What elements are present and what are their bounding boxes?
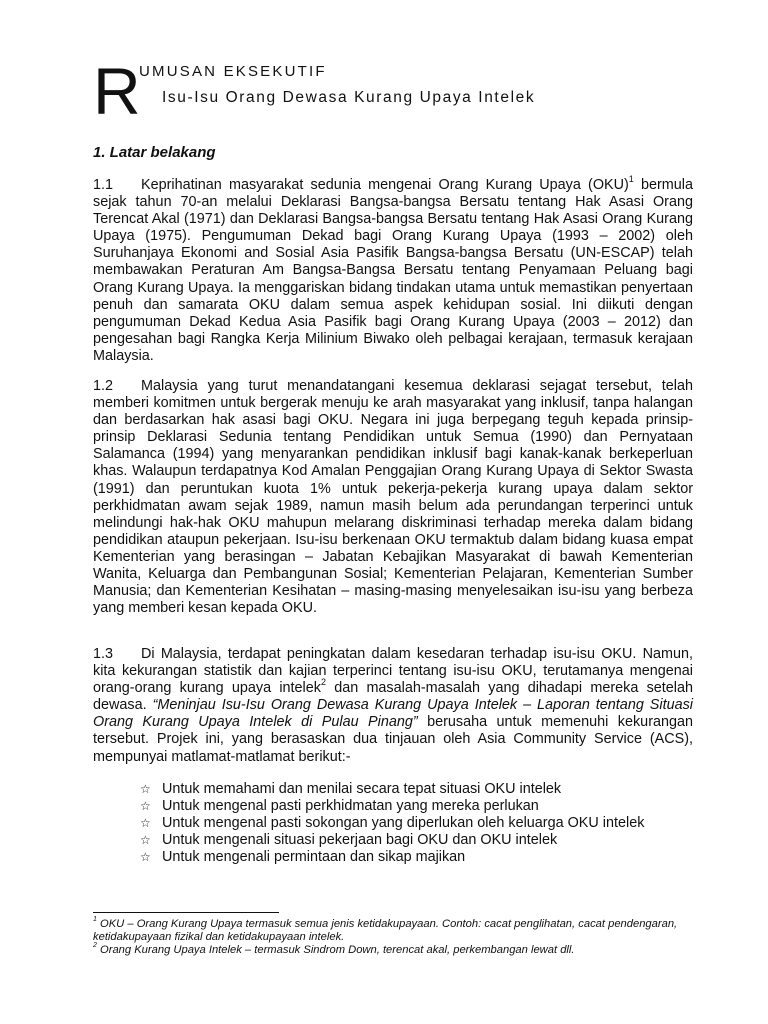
star-outline-icon: ☆ <box>140 816 151 831</box>
paragraph-number: 1.3 <box>93 646 114 662</box>
drop-cap: R <box>93 54 141 128</box>
footnote-1: $^1$ OKU – Orang Kurang Upaya termasuk semua jenis ketidakupayaan. Contoh: cacat penglihatan, cacat pendengaran, ketidakupayaan fizikal dan ketidakupayaan intelek. <box>93 916 678 943</box>
list-item: ☆ Untuk memahami dan menilai secara tepat situasi OKU intelek <box>140 781 562 797</box>
paragraph-number: 1.2 <box>93 378 114 394</box>
section-heading: 1. Latar belakang <box>93 144 216 161</box>
paragraph-text: bermula sejak tahun 70-an melalui Deklarasi Bangsa-bangsa Bersatu tentang Hak Asasi Orang Terencat Akal (1971) dan Deklarasi Bangsa-bangsa Bersatu tentang Hak Asasi Orang Kurang Upaya (1975). Pengumuman Dekad bagi Orang Kurang Upaya (1993 – 2002) oleh Suruhanjaya Ekonomi and Sosial Asia Pasifik Bangsa-bangsa Bersatu (UN-ESCAP) telah membawakan Peraturan Am Bangsa-Bangsa Bersatu tentang Penyamaan Peluang bagi Orang Kurang Upaya. Ia menggariskan bidang tindakan utama untuk memastikan penyertaan penuh dan samarata OKU dalam semua aspek kehidupan sosial. Ini diikuti dengan pengumuman Dekad Kedua Asia Pasifik bagi Orang Kurang Upaya (2003 – 2012) dan pengesahan bagi Rangka Kerja Milinium Biwako oleh pelbagai kerajaan, termasuk kerajaan Malaysia. <box>93 177 693 364</box>
footnote-2: $^2$ Orang Kurang Upaya Intelek – termasuk Sindrom Down, terencat akal, perkembangan lewat dll. <box>93 942 575 956</box>
report-title-italic: “Meninjau Isu-Isu Orang Dewasa Kurang Upaya Intelek – Laporan tentang Situasi Orang Kurang Upaya Intelek di Pulau Pinang” <box>93 697 693 731</box>
star-outline-icon: ☆ <box>140 850 151 865</box>
executive-summary-title: UMUSAN EKSEKUTIF <box>139 63 327 80</box>
objectives-list <box>140 781 644 866</box>
paragraph-text: berusaha untuk memenuhi kekurangan tersebut. Projek ini, yang berasaskan dua tinjauan oleh Asia Community Service (ACS), mempunyai matlamat-matlamat berikut:- <box>93 714 693 765</box>
paragraph-1-3 <box>93 646 693 766</box>
footnote-divider <box>93 912 279 913</box>
paragraph-text: Malaysia yang turut menandatangani kesemua deklarasi sejagat tersebut, telah memberi komitmen untuk bergerak menuju ke arah masyarakat yang inklusif, tanpa halangan dan berdasarkan hak asasi bagi OKU. Negara ini juga berpegang teguh kepada prinsip-prinsip Deklarasi Sedunia tentang Pendidikan untuk Semua (1990) dan Pernyataan Salamanca (1994) yang menyarankan pendidikan inklusif bagi kanak-kanak berkeperluan khas. Walaupun terdapatnya Kod Amalan Penggajian Orang Kurang Upaya di Sektor Swasta (1991) dan peruntukan kuota 1% untuk pekerja-pekerja kurang upaya dalam sektor perkhidmatan awam sejak 1989, namun masih belum ada perundangan terperinci untuk melindungi hak-hak OKU mahupun melarang diskriminasi terhadap mereka dalam bidang pendidikan ataupun pekerjaan. Isu-isu berkenaan OKU termaktub dalam bidang kuasa empat Kementerian yang berasingan – Jabatan Kebajikan Masyarakat di bawah Kementerian Wanita, Keluarga dan Pembangunan Sosial; Kementerian Pelajaran, Kementerian Sumber Manusia; dan Kementerian Kesihatan – masing-masing menyelesaikan isu-isu yang berbeza yang memberi kesan kepada OKU. <box>93 378 693 617</box>
paragraph-text: Keprihatinan masyarakat sedunia mengenai Orang Kurang Upaya (OKU) <box>141 177 629 193</box>
footnote-ref: 1 <box>628 174 634 185</box>
paragraph-1-1 <box>93 174 693 365</box>
star-outline-icon: ☆ <box>140 782 151 796</box>
paragraph-1-2 <box>93 378 693 617</box>
report-subtitle: Isu-Isu Orang Dewasa Kurang Upaya Intelek <box>162 89 536 106</box>
paragraph-number: 1.1 <box>93 177 114 193</box>
footnotes <box>93 918 693 957</box>
list-item: ☆ Untuk mengenal pasti perkhidmatan yang mereka perlukan <box>140 798 539 815</box>
star-outline-icon: ☆ <box>140 799 151 814</box>
list-item: ☆ Untuk mengenal pasti sokongan yang diperlukan oleh keluarga OKU intelek <box>140 815 645 832</box>
list-item: ☆ Untuk mengenali situasi pekerjaan bagi OKU dan OKU intelek <box>140 832 558 849</box>
paragraph-text: Di Malaysia, terdapat peningkatan dalam kesedaran terhadap isu-isu OKU. Namun, kita kekurangan statistik dan kajian terperinci tentang isu-isu OKU, terutamanya mengenai orang-orang kurang upaya intelek <box>93 646 693 697</box>
list-item: ☆ Untuk mengenali permintaan dan sikap majikan <box>140 849 466 866</box>
star-outline-icon: ☆ <box>140 833 151 848</box>
paragraph-text: dan masalah-masalah yang dihadapi mereka setelah dewasa. <box>93 680 693 714</box>
footnote-ref: 2 <box>320 677 326 688</box>
